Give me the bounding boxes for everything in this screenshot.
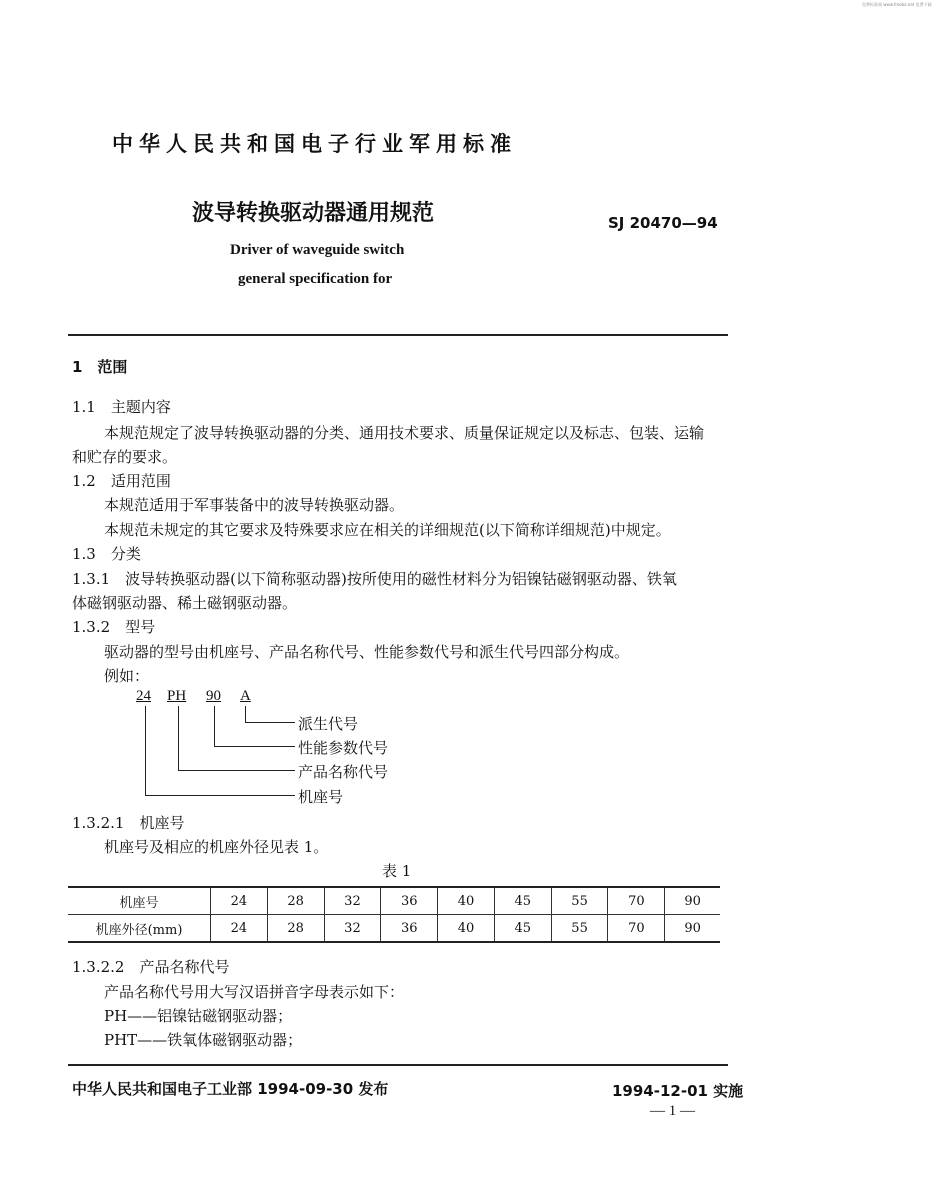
table-cell: 45 [494, 887, 551, 915]
section-1-3-2-1-heading: 1.3.2.1 机座号 [72, 814, 185, 832]
code-performance: 90 [206, 688, 221, 704]
corner-watermark: 免费标准网 www.freebz.net 免费下载 [862, 2, 932, 7]
code-product-name: PH [167, 688, 187, 704]
table-cell: 40 [438, 915, 495, 943]
table-cell: 24 [211, 887, 268, 915]
table-cell: 28 [267, 915, 324, 943]
org-standard-heading: 中华人民共和国电子行业军用标准 [112, 132, 517, 156]
leader-product-horizontal [178, 770, 295, 771]
table-cell: 24 [211, 915, 268, 943]
section-1-2-paragraph2: 本规范未规定的其它要求及特殊要求应在相关的详细规范(以下简称详细规范)中规定。 [104, 521, 671, 539]
table-cell: 32 [324, 915, 381, 943]
footer-divider [68, 1064, 728, 1066]
table-row-label: 机座外径(mm) [68, 915, 211, 943]
section-1-3-2-2-heading: 1.3.2.2 产品名称代号 [72, 958, 230, 976]
table-cell: 70 [608, 915, 665, 943]
label-derivative-code: 派生代号 [298, 715, 359, 733]
english-title-line1: Driver of waveguide switch [230, 242, 405, 258]
section-1-2-paragraph1: 本规范适用于军事装备中的波导转换驱动器。 [104, 496, 405, 514]
table-row-label: 机座号 [68, 887, 211, 915]
table-cell: 55 [551, 915, 608, 943]
section-1-3-2-2-paragraph: 产品名称代号用大写汉语拼音字母表示如下： [104, 983, 405, 1001]
section-1-3-2-paragraph: 驱动器的型号由机座号、产品名称代号、性能参数代号和派生代号四部分构成。 [104, 643, 630, 661]
leader-frame-vertical [145, 706, 146, 796]
example-label: 例如： [104, 667, 150, 685]
leader-performance-horizontal [214, 746, 295, 747]
section-1-3-2-heading: 1.3.2 型号 [72, 618, 156, 636]
code-pht-definition: PHT——铁氧体磁钢驱动器； [104, 1031, 303, 1049]
label-frame-number: 机座号 [298, 788, 344, 806]
section-1-1-paragraph-line2: 和贮存的要求。 [72, 448, 178, 466]
section-1-1-heading: 1.1 主题内容 [72, 398, 171, 416]
table-cell: 40 [438, 887, 495, 915]
section-1-3-2-1-paragraph: 机座号及相应的机座外径见表 1。 [104, 838, 329, 856]
section-1-1-paragraph-line1: 本规范规定了波导转换驱动器的分类、通用技术要求、质量保证规定以及标志、包装、运输 [104, 424, 705, 442]
section-1-3-heading: 1.3 分类 [72, 545, 141, 563]
table-cell: 55 [551, 887, 608, 915]
page-number: — 1 — [650, 1103, 695, 1119]
issued-line: 中华人民共和国电子工业部 1994-09-30 发布 [72, 1080, 389, 1098]
table-row [68, 915, 720, 943]
table-row [68, 887, 720, 915]
section-1-3-1-line2: 体磁钢驱动器、稀土磁钢驱动器。 [72, 594, 298, 612]
code-ph-definition: PH——铝镍钴磁钢驱动器； [104, 1007, 293, 1025]
header-divider [68, 334, 728, 336]
table-cell: 36 [381, 915, 438, 943]
leader-frame-horizontal [145, 795, 295, 796]
table-1 [68, 886, 720, 943]
label-product-name-code: 产品名称代号 [298, 763, 389, 781]
section-1-heading: 1 范围 [72, 358, 128, 376]
code-derivative: A [240, 688, 251, 704]
english-title-line2: general specification for [238, 271, 393, 287]
leader-derivative-horizontal [245, 722, 295, 723]
document-title: 波导转换驱动器通用规范 [192, 201, 435, 226]
leader-derivative-vertical [245, 706, 246, 723]
code-frame-number: 24 [136, 688, 151, 704]
section-1-2-heading: 1.2 适用范围 [72, 472, 171, 490]
table-cell: 90 [665, 887, 720, 915]
table-1-caption: 表 1 [382, 862, 412, 880]
effective-line: 1994-12-01 实施 [612, 1082, 744, 1100]
standard-code: SJ 20470—94 [608, 214, 718, 232]
label-performance-code: 性能参数代号 [298, 739, 389, 757]
table-cell: 32 [324, 887, 381, 915]
leader-product-vertical [178, 706, 179, 771]
table-cell: 36 [381, 887, 438, 915]
leader-performance-vertical [214, 706, 215, 747]
table-cell: 70 [608, 887, 665, 915]
section-1-3-1-line1: 1.3.1 波导转换驱动器(以下简称驱动器)按所使用的磁性材料分为铝镍钴磁钢驱动器、铁氧 [72, 570, 677, 588]
table-cell: 28 [267, 887, 324, 915]
table-cell: 45 [494, 915, 551, 943]
table-cell: 90 [665, 915, 720, 943]
